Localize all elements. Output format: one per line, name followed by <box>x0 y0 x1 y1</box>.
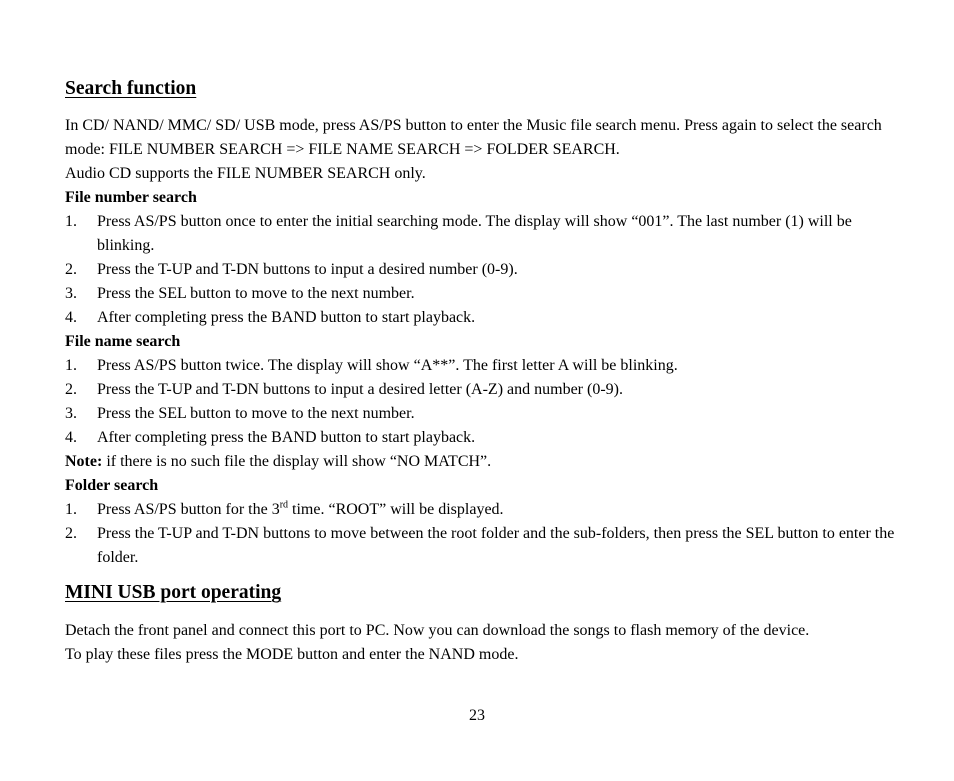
step-number: 4. <box>65 429 77 446</box>
step-number: 4. <box>65 309 77 326</box>
step-number: 1. <box>65 501 77 518</box>
ordinal-suffix: rd <box>279 499 289 511</box>
mini-usb-heading: MINI USB port operating <box>65 582 282 603</box>
step-text: Press the SEL button to move to the next number. <box>97 405 415 422</box>
usb-paragraph-2: To play these files press the MODE button and enter the NAND mode. <box>65 646 519 663</box>
list-item <box>65 498 895 522</box>
list-item <box>65 426 895 450</box>
step-text: Press AS/PS button twice. The display will show “A**”. The first letter A will be blinking. <box>97 357 678 374</box>
step-text-post: time. “ROOT” will be displayed. <box>288 501 504 518</box>
search-intro-paragraph: In CD/ NAND/ MMC/ SD/ USB mode, press AS/PS button to enter the Music file search menu. Press again to select the search mode: FILE NUMBER SEARCH => FILE NAME SEARCH => FOLDER SEARCH. <box>65 117 882 158</box>
manual-page <box>65 76 895 667</box>
folder-steps <box>65 498 895 570</box>
step-number: 2. <box>65 525 77 542</box>
list-item <box>65 378 895 402</box>
step-text: After completing press the BAND button to start playback. <box>97 429 476 446</box>
file-name-search-title: File name search <box>65 333 181 350</box>
note-text: if there is no such file the display will show “NO MATCH”. <box>102 453 492 470</box>
list-item <box>65 354 895 378</box>
list-item <box>65 210 895 258</box>
folder-search-title: Folder search <box>65 477 159 494</box>
usb-paragraph-1: Detach the front panel and connect this port to PC. Now you can download the songs to flash memory of the device. <box>65 622 810 639</box>
step-text: Press the T-UP and T-DN buttons to input a desired number (0-9). <box>97 261 518 278</box>
step-number: 2. <box>65 381 77 398</box>
no-match-note <box>65 450 895 474</box>
step-number: 3. <box>65 405 77 422</box>
step-text: Press the T-UP and T-DN buttons to input a desired letter (A-Z) and number (0-9). <box>97 381 623 398</box>
step-text: Press AS/PS button once to enter the initial searching mode. The display will show “001”. The last number (1) will be blinking. <box>97 213 852 254</box>
step-text: Press the SEL button to move to the next number. <box>97 285 415 302</box>
note-label: Note: <box>65 453 103 470</box>
list-item <box>65 306 895 330</box>
step-text: Press the T-UP and T-DN buttons to move between the root folder and the sub-folders, then press the SEL button to enter the folder. <box>97 525 895 566</box>
list-item <box>65 258 895 282</box>
audio-cd-note: Audio CD supports the FILE NUMBER SEARCH only. <box>65 165 426 182</box>
list-item <box>65 522 895 570</box>
step-text: After completing press the BAND button to start playback. <box>97 309 476 326</box>
list-item <box>65 402 895 426</box>
file-name-steps <box>65 354 895 450</box>
file-number-search-title: File number search <box>65 189 197 206</box>
step-number: 1. <box>65 357 77 374</box>
step-text-pre: Press AS/PS button for the 3 <box>97 501 280 518</box>
step-number: 1. <box>65 213 77 230</box>
search-function-heading: Search function <box>65 78 197 99</box>
step-number: 3. <box>65 285 77 302</box>
file-number-steps <box>65 210 895 330</box>
page-number: 23 <box>469 707 485 724</box>
step-number: 2. <box>65 261 77 278</box>
list-item <box>65 282 895 306</box>
